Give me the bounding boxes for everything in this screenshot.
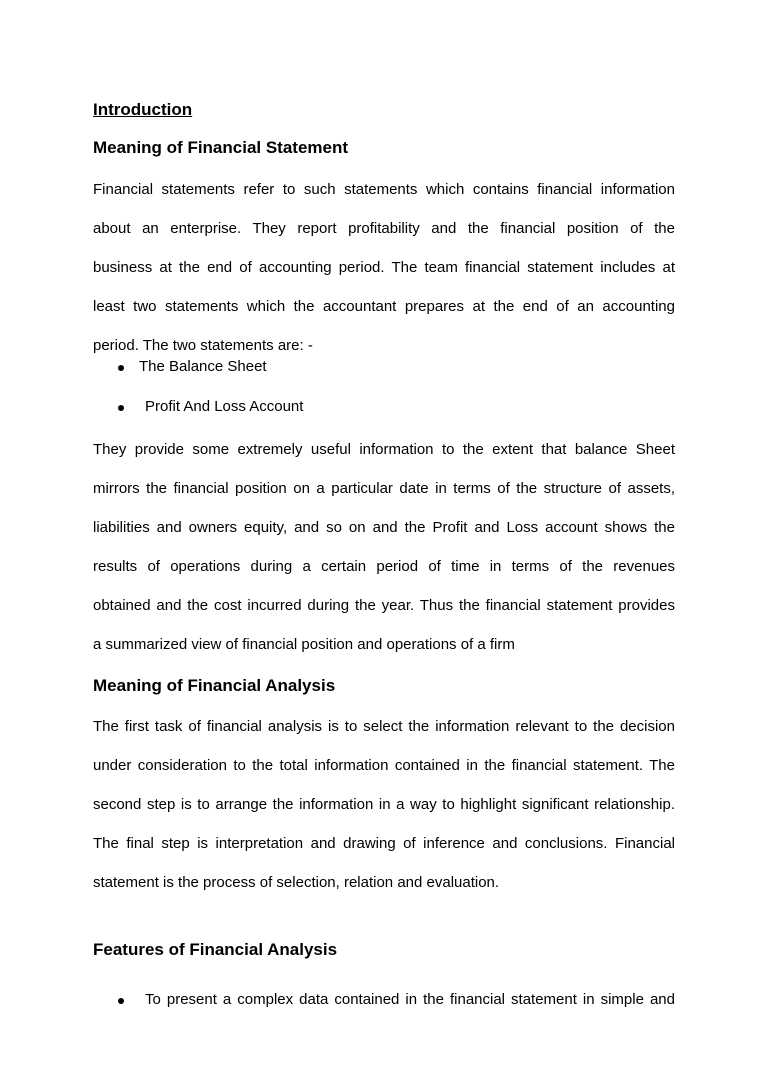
paragraph-line: The first task of financial analysis is to select the information relevant to the decision	[93, 718, 675, 735]
paragraph-line: Financial statements refer to such statements which contains financial information	[93, 181, 675, 198]
bullet-item: Profit And Loss Account	[145, 398, 304, 415]
paragraph-line: period. The two statements are: -	[93, 337, 313, 354]
bullet-icon	[118, 365, 124, 371]
paragraph-line: liabilities and owners equity, and so on and the Profit and Loss account shows the	[93, 519, 675, 536]
paragraph-line: about an enterprise. They report profitability and the financial position of the	[93, 220, 675, 237]
paragraph-line: a summarized view of financial position and operations of a firm	[93, 636, 515, 653]
bullet-item: The Balance Sheet	[139, 358, 267, 375]
section-heading-financial-analysis: Meaning of Financial Analysis	[93, 676, 336, 695]
paragraph-line: results of operations during a certain period of time in terms of the revenues	[93, 558, 675, 575]
paragraph-line: They provide some extremely useful information to the extent that balance Sheet	[93, 441, 675, 458]
paragraph-line: second step is to arrange the information in a way to highlight significant relationship.	[93, 796, 675, 813]
paragraph-line: obtained and the cost incurred during the year. Thus the financial statement provides	[93, 597, 675, 614]
section-heading-financial-statement: Meaning of Financial Statement	[93, 138, 349, 157]
section-heading-features: Features of Financial Analysis	[93, 940, 338, 959]
bullet-icon	[118, 998, 124, 1004]
paragraph-line: business at the end of accounting period. The team financial statement includes at	[93, 259, 675, 276]
introduction-heading: Introduction	[93, 100, 193, 119]
paragraph-line: mirrors the financial position on a particular date in terms of the structure of assets,	[93, 480, 675, 497]
paragraph-line: The final step is interpretation and drawing of inference and conclusions. Financial	[93, 835, 675, 852]
paragraph-line: statement is the process of selection, relation and evaluation.	[93, 874, 500, 891]
paragraph-line: under consideration to the total information contained in the financial statement. The	[93, 757, 675, 774]
bullet-icon	[118, 405, 124, 411]
paragraph-line: least two statements which the accountant prepares at the end of an accounting	[93, 298, 675, 315]
bullet-item: To present a complex data contained in the financial statement in simple and	[145, 991, 675, 1008]
